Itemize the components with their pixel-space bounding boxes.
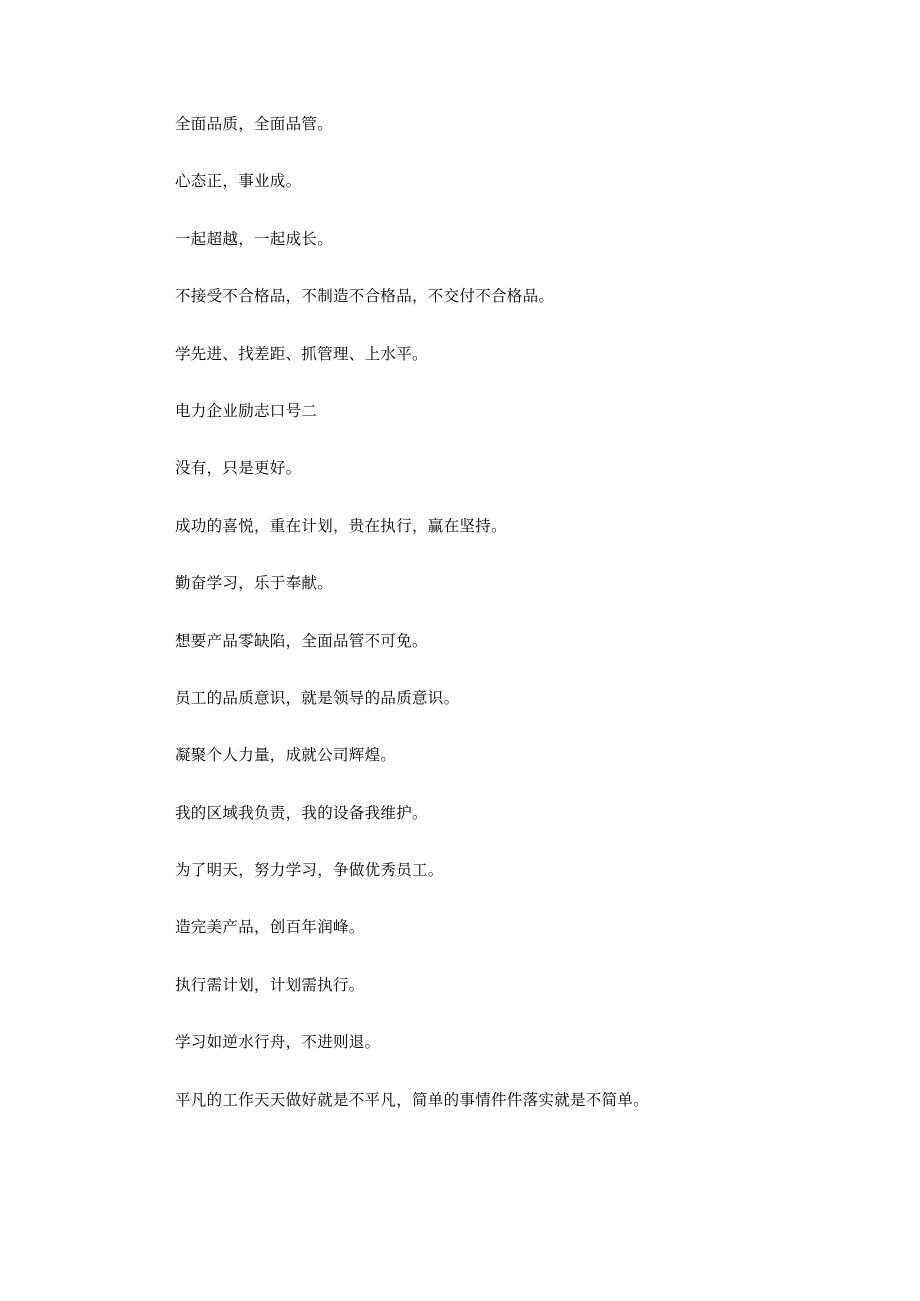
slogan-line: 学先进、找差距、抓管理、上水平。 xyxy=(175,344,428,363)
slogan-line: 一起超越，一起成长。 xyxy=(175,229,334,248)
slogan-line: 成功的喜悦，重在计划，贵在执行，赢在坚持。 xyxy=(175,516,507,535)
slogan-line: 想要产品零缺陷，全面品管不可免。 xyxy=(175,631,428,650)
slogan-line: 执行需计划，计划需执行。 xyxy=(175,975,365,994)
slogan-line: 凝聚个人力量，成就公司辉煌。 xyxy=(175,746,397,765)
slogan-line: 全面品质，全面品管。 xyxy=(175,115,334,133)
slogan-line: 为了明天，努力学习，争做优秀员工。 xyxy=(175,861,444,880)
slogan-line: 员工的品质意识，就是领导的品质意识。 xyxy=(175,688,460,707)
slogan-line: 勤奋学习，乐于奉献。 xyxy=(175,574,334,593)
section-heading: 电力企业励志口号二 xyxy=(175,401,318,420)
slogan-line: 学习如逆水行舟，不进则退。 xyxy=(175,1033,381,1052)
slogan-list xyxy=(175,112,875,1145)
slogan-line: 我的区域我负责，我的设备我维护。 xyxy=(175,803,428,822)
slogan-line: 造完美产品，创百年润峰。 xyxy=(175,918,365,937)
slogan-line: 平凡的工作天天做好就是不平凡，简单的事情件件落实就是不简单。 xyxy=(175,1090,650,1109)
slogan-line: 不接受不合格品，不制造不合格品，不交付不合格品。 xyxy=(175,287,555,306)
slogan-line: 没有，只是更好。 xyxy=(175,459,302,478)
slogan-line: 心态正，事业成。 xyxy=(175,172,302,191)
